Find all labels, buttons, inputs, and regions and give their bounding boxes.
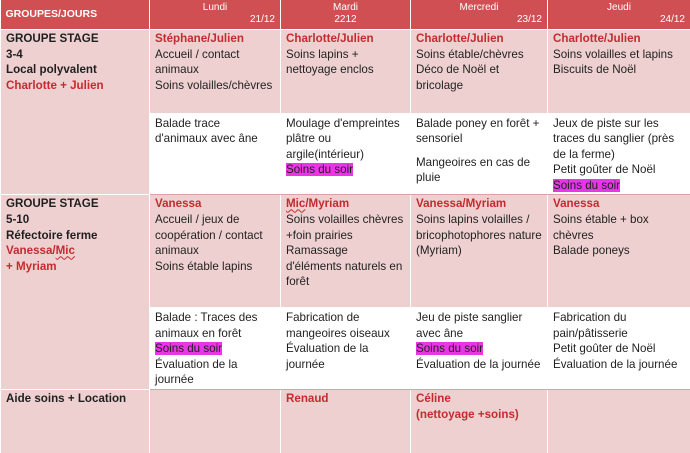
- group1-am-row: [1, 30, 690, 113]
- group2-am-row: [1, 195, 690, 307]
- cell: [150, 389, 281, 425]
- cell: Vanessa Accueil / jeux de coopération / contact animaux Soins étable lapins: [150, 195, 281, 307]
- highlight-badge: Soins du soir: [286, 163, 354, 177]
- cell: Jeu de piste sanglier avec âne Soins du soir Évaluation de la journée: [411, 307, 548, 389]
- cell: Renaud: [281, 389, 411, 425]
- cell: Moulage d'empreintes plâtre ou argile(intérieur) Soins du soir: [281, 113, 411, 195]
- cell: Mic/Myriam Soins volailles chèvres +foin prairies Ramassage d'éléments naturels en forêt: [281, 195, 411, 307]
- header-row: [1, 0, 690, 30]
- group2-leaders: Vanessa/Mic: [6, 244, 75, 258]
- cell: Charlotte/Julien Soins volailles et lapins Biscuits de Noël: [548, 30, 690, 113]
- cell: Charlotte/Julien Soins étable/chèvres Déco de Noël et bricolage: [411, 30, 548, 113]
- highlight-badge: Soins du soir: [553, 178, 621, 192]
- cell: Balade trace d'animaux avec âne: [150, 113, 281, 195]
- cell: Balade poney en forêt + sensoriel Mangeoires en cas de pluie: [411, 113, 548, 195]
- cell: Vanessa/Myriam Soins lapins volailles / bricophotophores nature (Myriam): [411, 195, 548, 307]
- aide-row: [1, 389, 690, 425]
- cell: Fabrication de mangeoires oiseaux Évaluation de la journée: [281, 307, 411, 389]
- cell: [548, 389, 690, 425]
- cell: Jeux de piste sur les traces du sanglier (près de la ferme) Petit goûter de Noël Soins du soir: [548, 113, 690, 195]
- group2-header: GROUPE STAGE 5-10 Réfectoire ferme Vanessa/Mic + Myriam: [1, 195, 150, 389]
- day-header: Lundi 21/12: [150, 0, 281, 30]
- aide-header: Aide soins + Location: [1, 389, 150, 425]
- highlight-badge: Soins du soir: [416, 342, 484, 356]
- cell: Fabrication du pain/pâtisserie Petit goûter de Noël Évaluation de la journée: [548, 307, 690, 389]
- highlight-badge: Soins du soir: [155, 342, 223, 356]
- day-header: Mardi 2212: [281, 0, 411, 30]
- day-header: Mercredi 23/12: [411, 0, 548, 30]
- cell: Stéphane/Julien Accueil / contact animaux Soins volailles/chèvres: [150, 30, 281, 113]
- cell: Balade : Traces des animaux en forêt Soins du soir Évaluation de la journée: [150, 307, 281, 389]
- group1-header: GROUPE STAGE 3-4 Local polyvalent Charlotte + Julien: [1, 30, 150, 195]
- corner-label: GROUPES/JOURS: [1, 0, 150, 30]
- empty-row: [1, 425, 690, 453]
- cell: Charlotte/Julien Soins lapins + nettoyage enclos: [281, 30, 411, 113]
- cell: Vanessa Soins étable + box chèvres Balade poneys: [548, 195, 690, 307]
- day-header: Jeudi 24/12: [548, 0, 690, 30]
- cell: Céline (nettoyage +soins): [411, 389, 548, 425]
